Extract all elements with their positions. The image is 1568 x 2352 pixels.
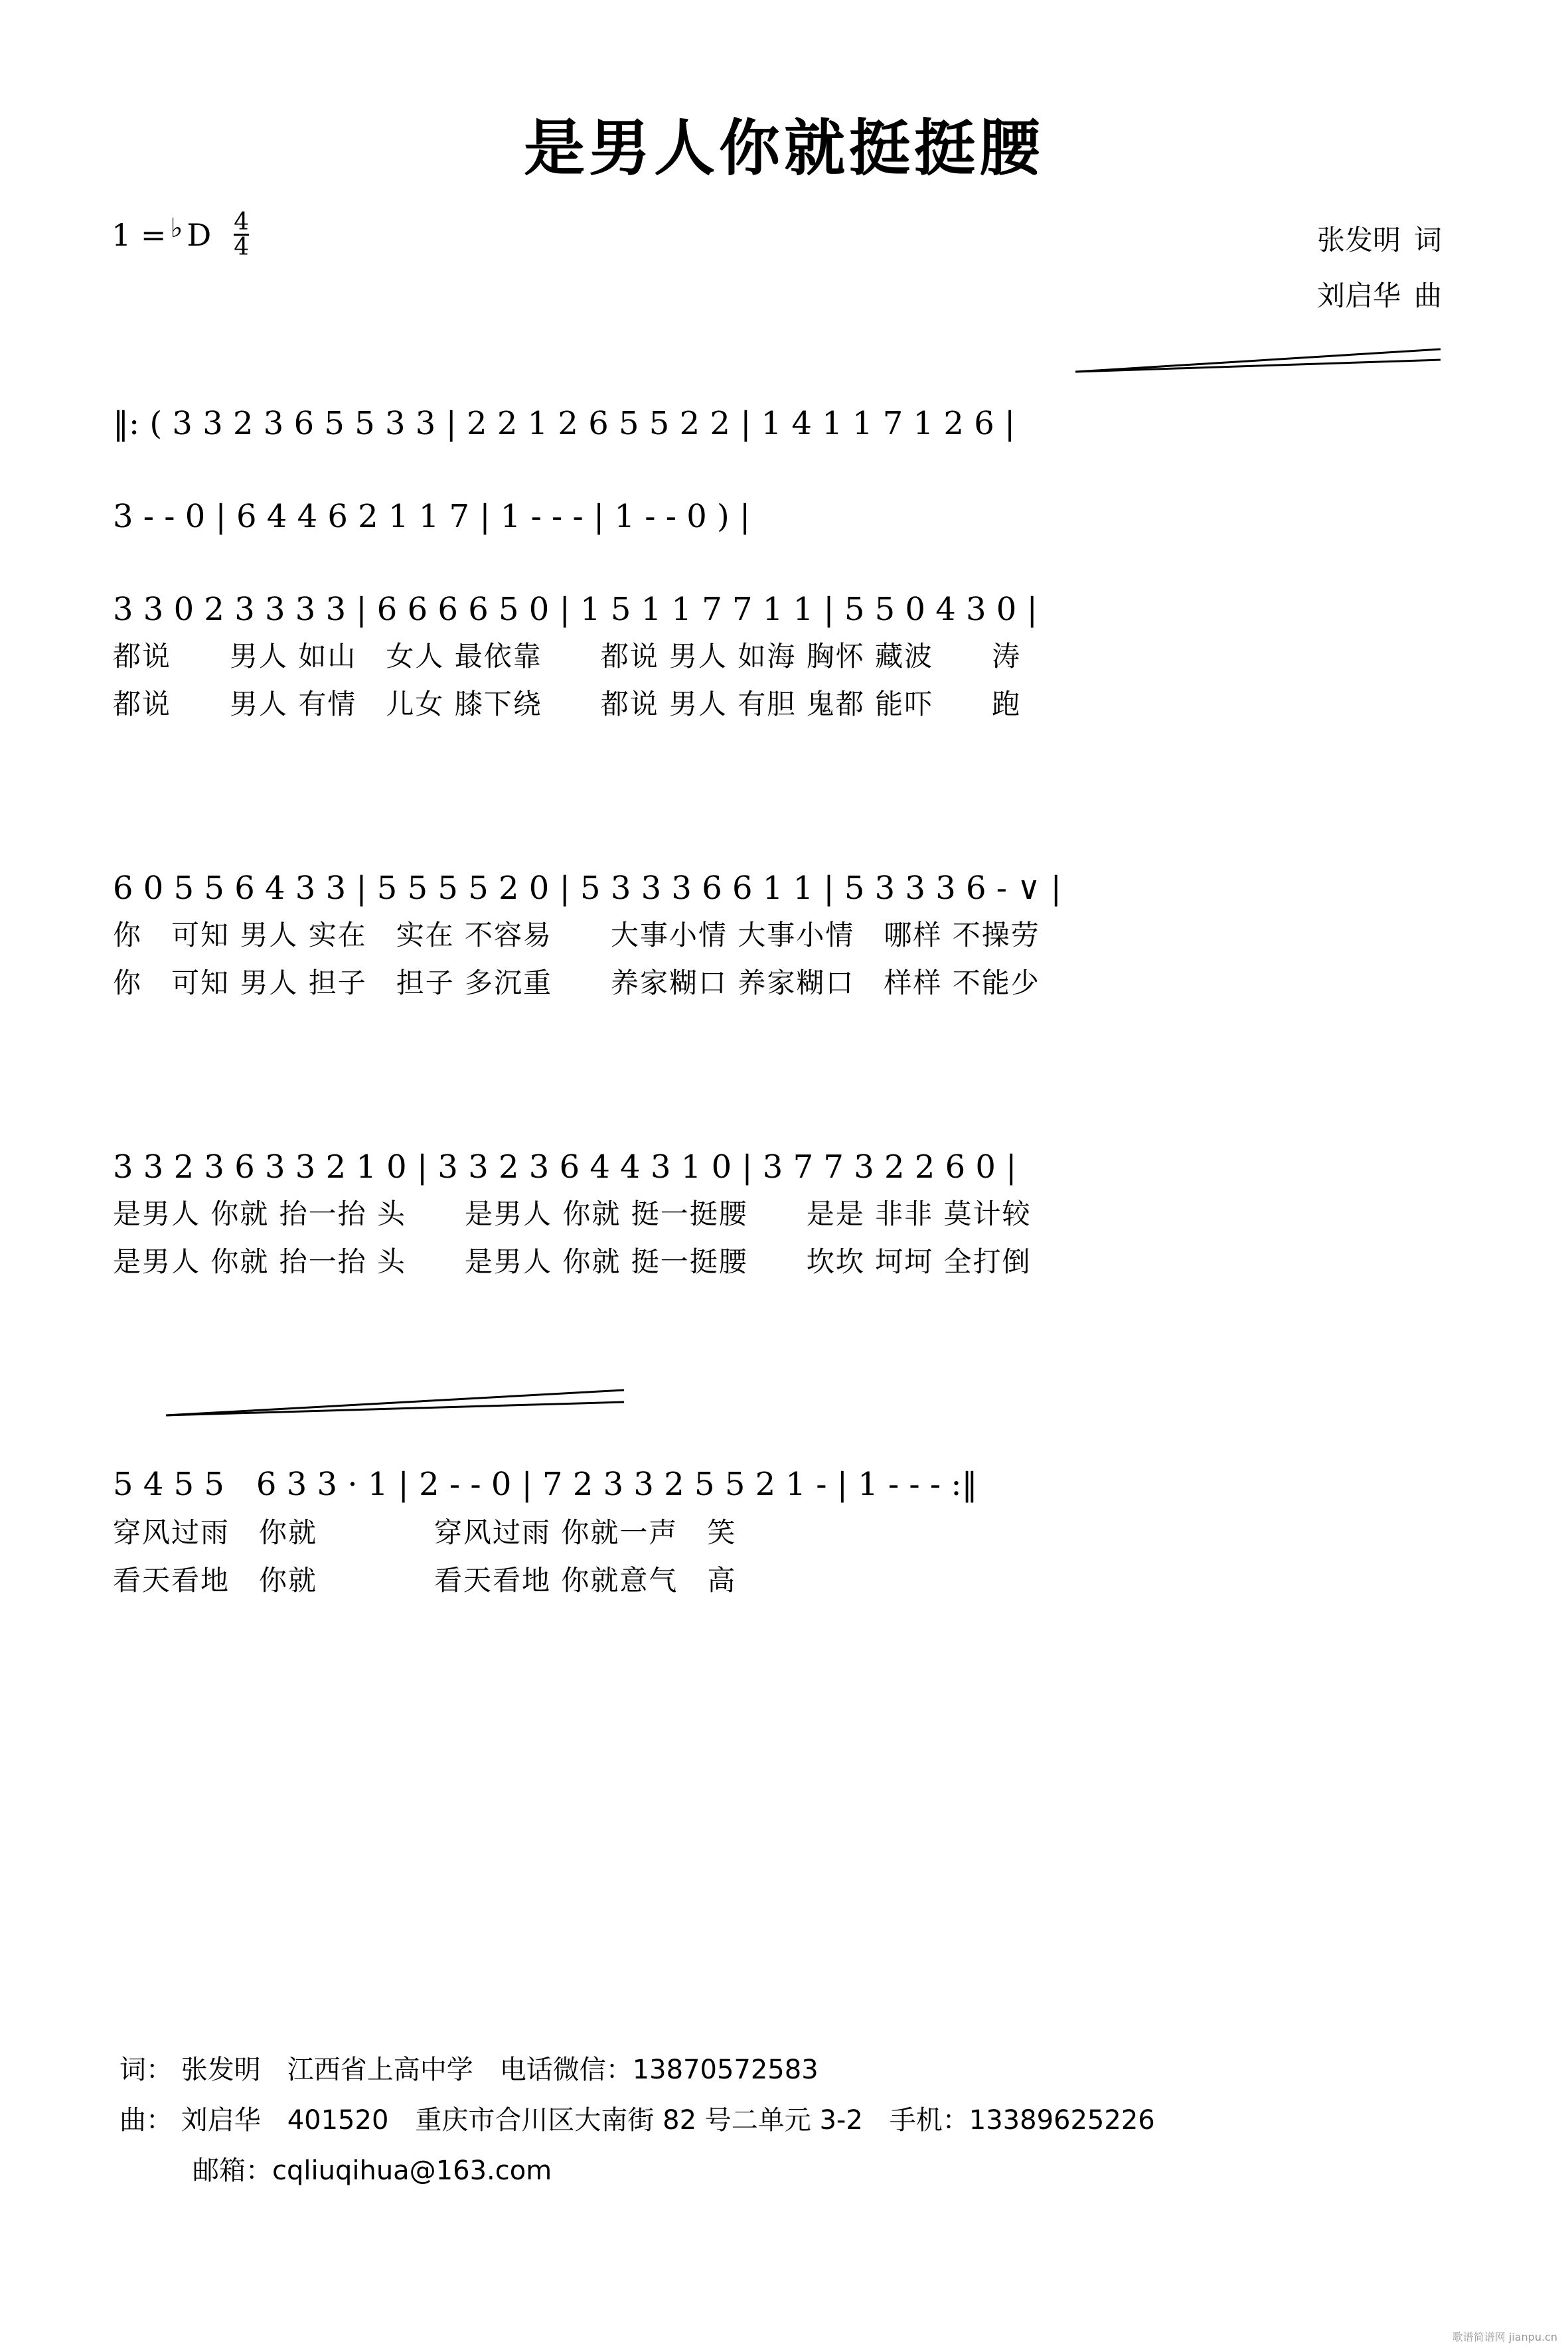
lyric-line-3a: 都说 男人 如山 女人 最依靠 都说 男人 如海 胸怀 藏波 涛	[113, 640, 1022, 672]
notation-line-4: 6 0 5 5 6 4 3 3 | 5 5 5 5 2 0 | 5 3 3 3 6 6 1 1 | 5 3 3 3 6 - ∨ |	[113, 870, 1061, 907]
time-denominator: 4	[234, 234, 250, 262]
composer-name: 刘启华	[1316, 279, 1401, 312]
notation-line-1: ‖: ( 3 3 2 3 6 5 5 3 3 | 2 2 1 2 6 5 5 2 2 | 1 4 1 1 7 1 2 6 |	[113, 405, 1016, 442]
lyric-line-5b: 是男人 你就 抬一抬 头 是男人 你就 挺一挺腰 坎坎 坷坷 全打倒	[113, 1245, 1032, 1278]
credits	[1304, 212, 1442, 324]
lyricist-name: 张发明	[1316, 224, 1401, 256]
lyric-line-5a: 是男人 你就 抬一抬 头 是男人 你就 挺一挺腰 是是 非非 莫计较	[113, 1198, 1032, 1230]
key-signature	[112, 208, 250, 262]
system-1-line-2	[113, 478, 1468, 535]
system-4	[113, 1129, 1468, 1281]
footer-line-composer: 曲： 刘启华 401520 重庆市合川区大南街 82 号二单元 3-2 手机：13389625226	[119, 2105, 1155, 2136]
notation-line-5: 3 3 2 3 6 3 3 2 1 0 | 3 3 2 3 6 4 4 3 1 0 | 3 7 7 3 2 2 6 0 |	[113, 1148, 1017, 1186]
system-2	[113, 571, 1468, 724]
lyric-line-6a: 穿风过雨 你就 穿风过雨 你就一声 笑	[113, 1516, 737, 1549]
notation-line-6: 5 4 5 5 6 3 3 · 1 | 2 - - 0 | 7 2 3 3 2 5 5 2 1 - | 1 - - - :‖	[113, 1466, 978, 1503]
system-5	[113, 1447, 1468, 1600]
lyric-line-4b: 你 可知 男人 担子 担子 多沉重 养家糊口 养家糊口 样样 不能少	[113, 967, 1040, 999]
key-note: D	[187, 217, 212, 254]
notation-line-2: 3 - - 0 | 6 4 4 6 2 1 1 7 | 1 - - - | 1 - - 0 ) |	[113, 498, 751, 535]
footer-info	[119, 2045, 1155, 2196]
watermark: 歌谱简谱网 jianpu.cn	[1452, 2331, 1557, 2343]
lyric-line-6b: 看天看地 你就 看天看地 你就意气 高	[113, 1564, 737, 1597]
footer-line-lyricist: 词： 张发明 江西省上高中学 电话微信：13870572583	[119, 2055, 819, 2085]
page-title: 是男人你就挺挺腰	[523, 113, 1044, 184]
key-accidental: ♭	[170, 213, 183, 244]
lyricist-role: 词	[1413, 224, 1442, 256]
system-1	[113, 385, 1468, 442]
crescendo-hairpin-2	[166, 1387, 631, 1418]
lyric-line-4a: 你 可知 男人 实在 实在 不容易 大事小情 大事小情 哪样 不操劳	[113, 919, 1040, 951]
crescendo-hairpin-1	[1075, 345, 1447, 374]
notation-line-3: 3 3 0 2 3 3 3 3 | 6 6 6 6 5 0 | 1 5 1 1 7 7 1 1 | 5 5 0 4 3 0 |	[113, 591, 1038, 628]
system-3	[113, 850, 1468, 1002]
key-label: 1 =	[112, 217, 167, 254]
lyricist-credit	[1304, 212, 1442, 268]
composer-credit	[1304, 268, 1442, 324]
footer-line-email: 邮箱：cqliuqihua@163.com	[193, 2156, 552, 2186]
lyric-line-3b: 都说 男人 有情 儿女 膝下绕 都说 男人 有胆 鬼都 能吓 跑	[113, 688, 1022, 720]
composer-role: 曲	[1413, 279, 1442, 312]
time-signature	[234, 208, 250, 262]
time-numerator: 4	[234, 208, 250, 236]
